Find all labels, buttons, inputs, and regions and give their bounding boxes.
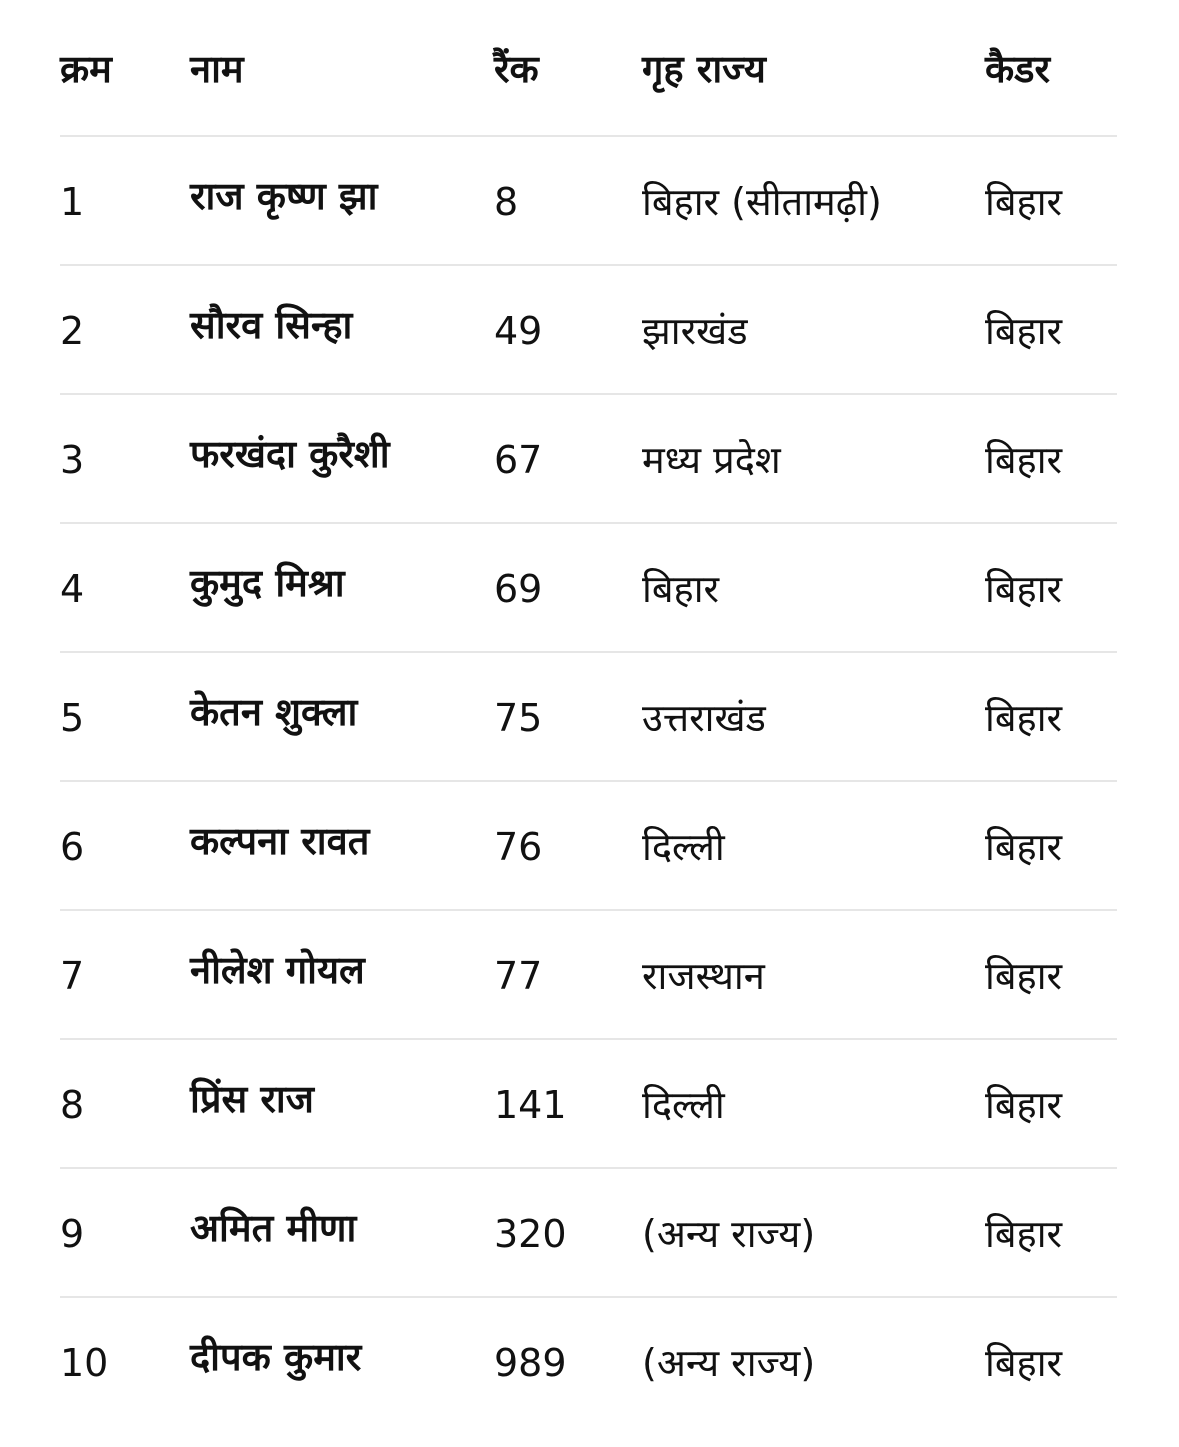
cell-serial: 6 [60, 825, 85, 869]
table-row [60, 524, 1117, 653]
cell-name: कल्पना रावत [190, 819, 370, 863]
cell-name: कुमुद मिश्रा [190, 561, 345, 605]
cell-serial: 2 [60, 309, 85, 353]
header-home-state: गृह राज्य [642, 47, 766, 91]
cell-home-state: मध्य प्रदेश [642, 438, 781, 482]
cell-serial: 4 [60, 567, 85, 611]
header-rank: रैंक [494, 47, 539, 91]
cell-home-state: झारखंड [642, 309, 748, 353]
cell-rank: 77 [494, 954, 543, 998]
cell-cadre: बिहार [985, 825, 1063, 869]
table-row [60, 1298, 1117, 1427]
cell-rank: 320 [494, 1212, 567, 1256]
cell-home-state: दिल्ली [642, 825, 725, 869]
table-header-row [60, 0, 1117, 137]
cell-serial: 10 [60, 1341, 109, 1385]
cell-name: फरखंदा कुरैशी [190, 432, 390, 476]
cell-name: सौरव सिन्हा [190, 303, 353, 347]
cell-cadre: बिहार [985, 1083, 1063, 1127]
cell-cadre: बिहार [985, 696, 1063, 740]
cell-home-state: राजस्थान [642, 954, 765, 998]
header-serial: क्रम [60, 47, 112, 91]
cell-rank: 76 [494, 825, 543, 869]
cell-home-state: (अन्य राज्य) [642, 1341, 816, 1385]
cell-serial: 3 [60, 438, 85, 482]
cell-rank: 49 [494, 309, 543, 353]
cell-rank: 75 [494, 696, 543, 740]
cell-name: अमित मीणा [190, 1206, 357, 1250]
cell-name: दीपक कुमार [190, 1335, 362, 1379]
table-row [60, 911, 1117, 1040]
cell-cadre: बिहार [985, 180, 1063, 224]
cell-rank: 69 [494, 567, 543, 611]
cell-rank: 67 [494, 438, 543, 482]
cell-home-state: दिल्ली [642, 1083, 725, 1127]
cell-cadre: बिहार [985, 954, 1063, 998]
cell-rank: 141 [494, 1083, 567, 1127]
cell-cadre: बिहार [985, 438, 1063, 482]
cell-home-state: बिहार (सीतामढ़ी) [642, 180, 882, 224]
table-row [60, 653, 1117, 782]
cell-name: प्रिंस राज [190, 1077, 314, 1121]
table-row [60, 1040, 1117, 1169]
cell-serial: 5 [60, 696, 85, 740]
cell-home-state: (अन्य राज्य) [642, 1212, 816, 1256]
cell-cadre: बिहार [985, 1212, 1063, 1256]
cell-serial: 7 [60, 954, 85, 998]
header-name: नाम [190, 47, 244, 91]
table-row [60, 782, 1117, 911]
officers-table [60, 0, 1117, 1427]
cell-cadre: बिहार [985, 567, 1063, 611]
cell-serial: 9 [60, 1212, 85, 1256]
table-row [60, 1169, 1117, 1298]
cell-serial: 8 [60, 1083, 85, 1127]
cell-cadre: बिहार [985, 1341, 1063, 1385]
cell-name: राज कृष्ण झा [190, 174, 378, 218]
cell-rank: 8 [494, 180, 519, 224]
cell-home-state: बिहार [642, 567, 720, 611]
cell-name: नीलेश गोयल [190, 948, 365, 992]
cell-home-state: उत्तराखंड [642, 696, 766, 740]
cell-rank: 989 [494, 1341, 567, 1385]
table-row [60, 137, 1117, 266]
header-cadre: कैडर [985, 47, 1051, 91]
cell-serial: 1 [60, 180, 85, 224]
cell-name: केतन शुक्ला [190, 690, 358, 734]
table-row [60, 395, 1117, 524]
cell-cadre: बिहार [985, 309, 1063, 353]
table-row [60, 266, 1117, 395]
